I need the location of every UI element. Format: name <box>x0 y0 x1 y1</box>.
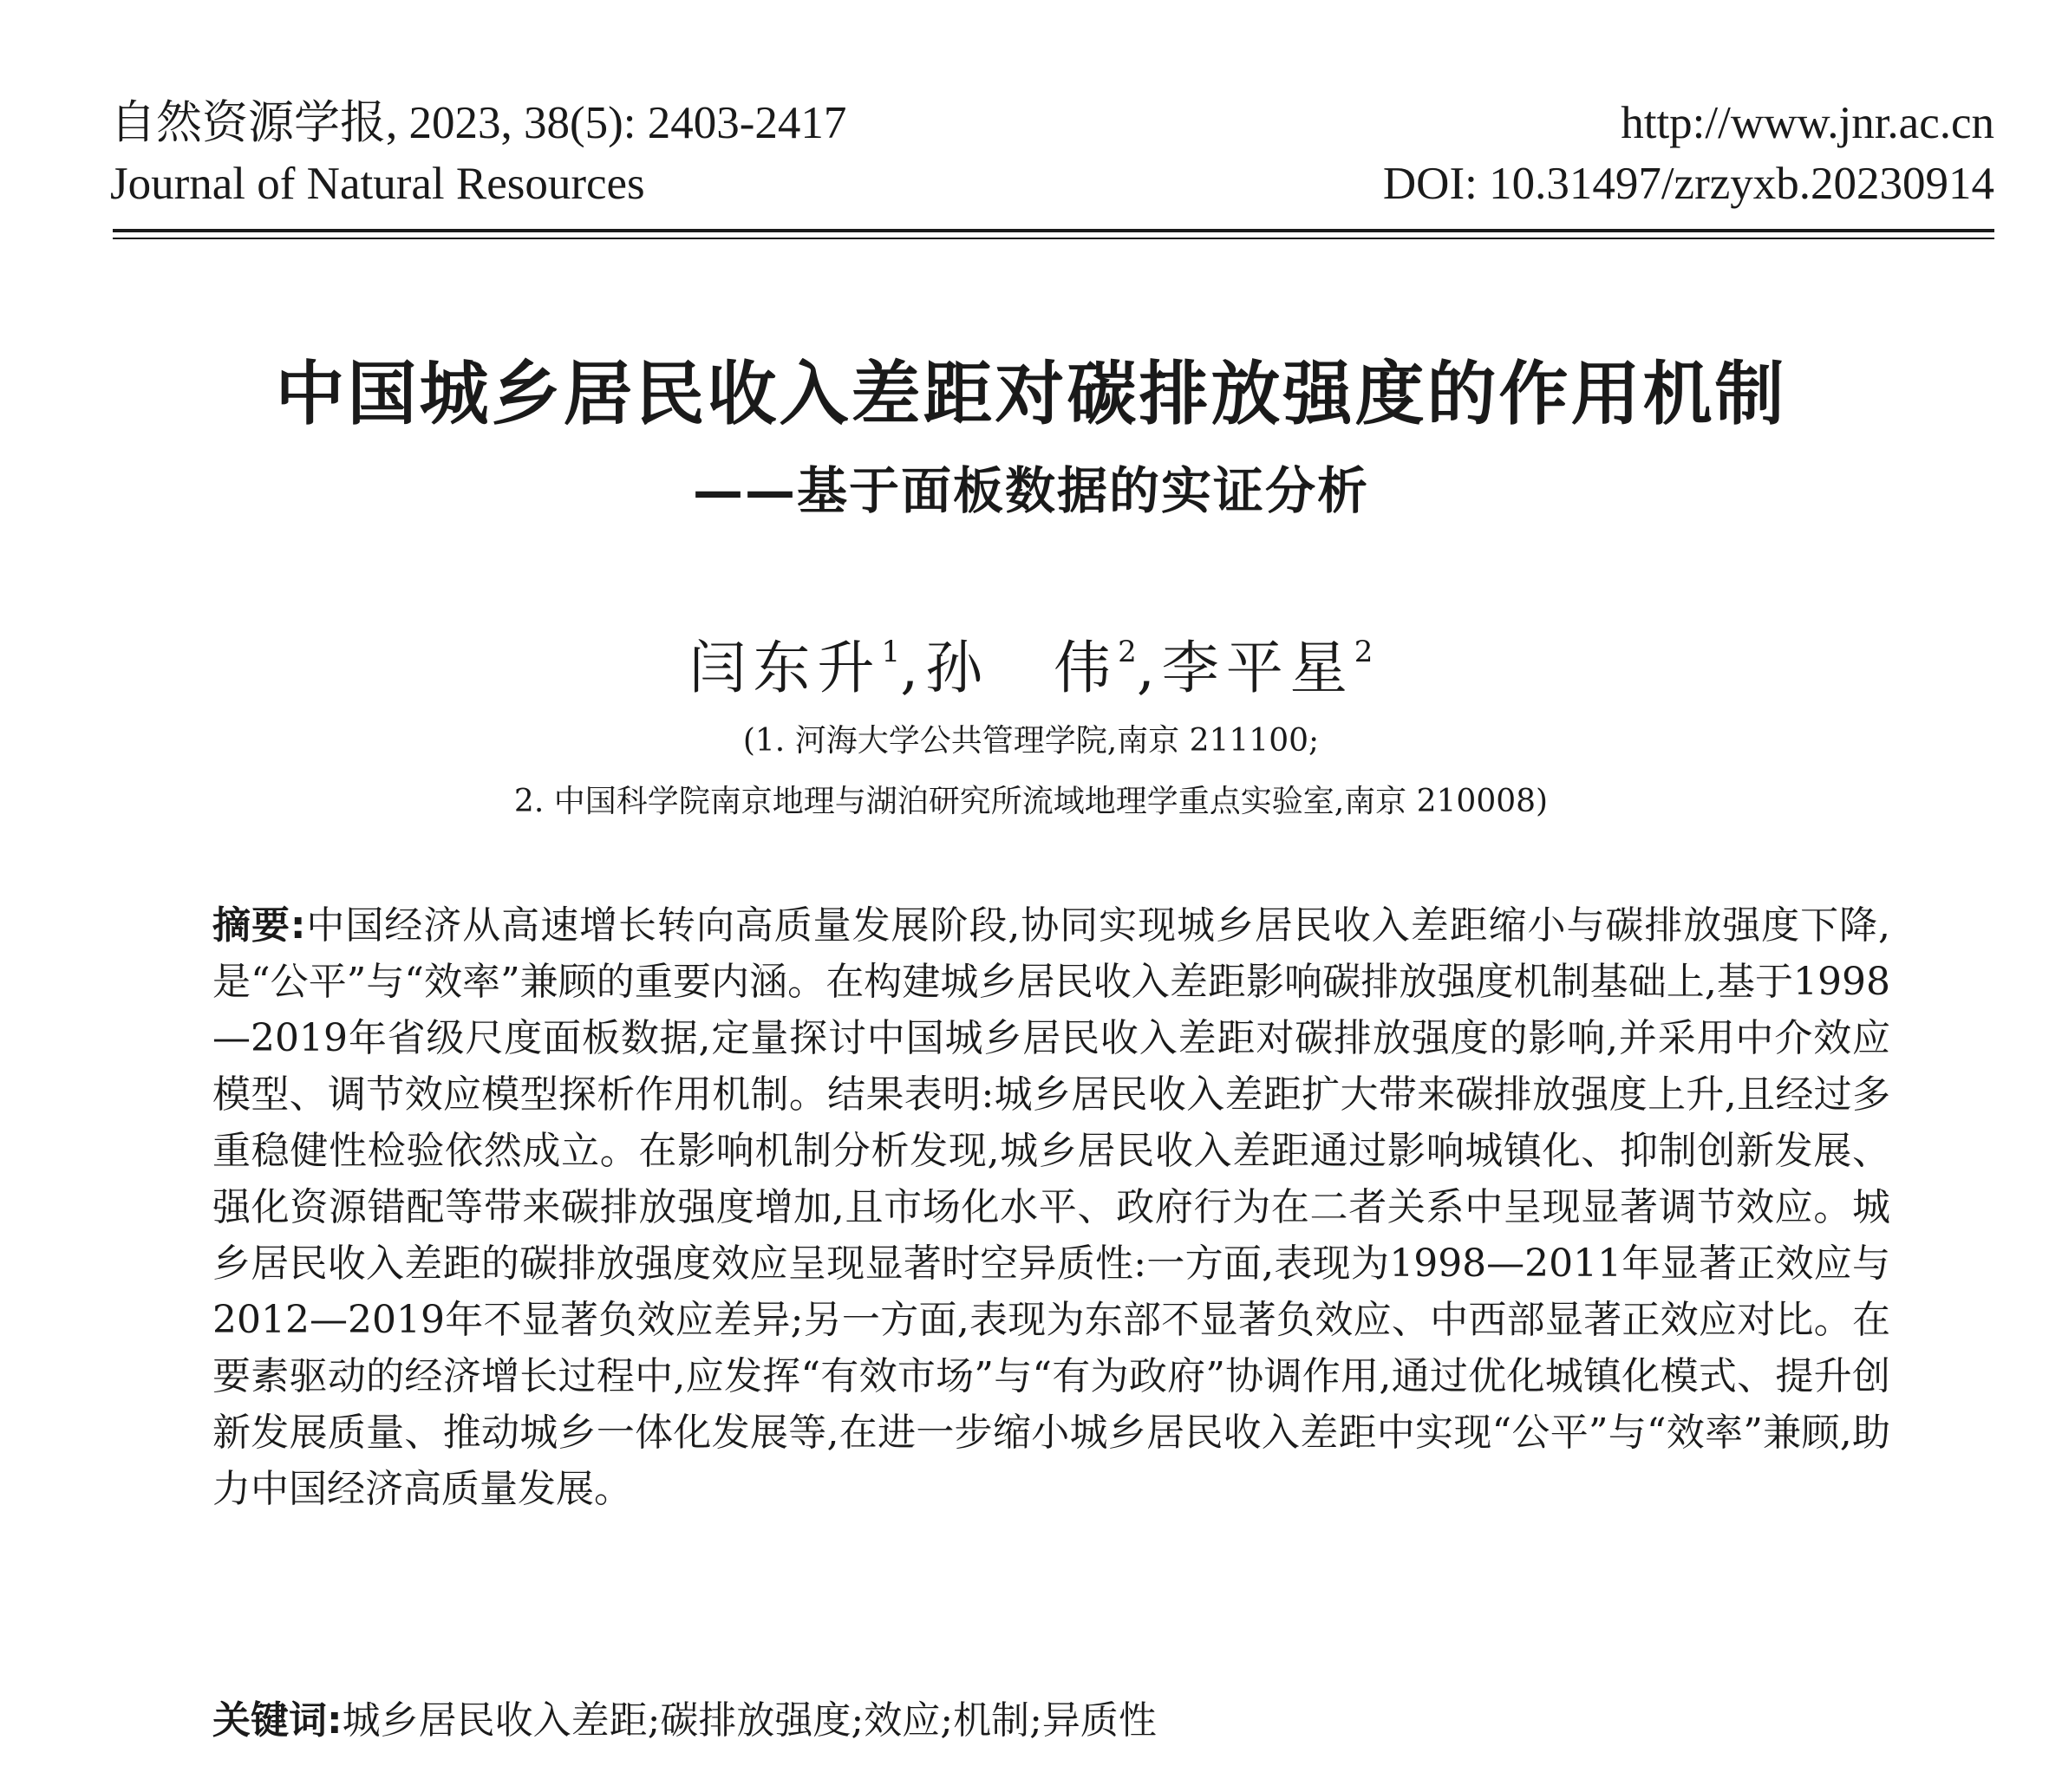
keywords-label: 关键词: <box>212 1698 343 1743</box>
author-affiliation-marker: 1 <box>881 635 901 669</box>
author-separator: , <box>900 635 926 701</box>
abstract-text: 中国经济从高速增长转向高质量发展阶段,协同实现城乡居民收入差距缩小与碳排放强度下降,是“公平”与“效率”兼顾的重要内涵。在构建城乡居民收入差距影响碳排放强度机制基础上,基于1998—2019年省级尺度面板数据,定量探讨中国城乡居民收入差距对碳排放强度的影响,并采用中介效应模型、调节效应模型探析作用机制。结果表明:城乡居民收入差距扩大带来碳排放强度上升,且经过多重稳健性检验依然成立。在影响机制分析发现,城乡居民收入差距通过影响城镇化、抑制创新发展、强化资源错配等带来碳排放强度增加,且市场化水平、政府行为在二者关系中呈现显著调节效应。城乡居民收入差距的碳排放强度效应呈现显著时空异质性:一方面,表现为1998—2011年显著正效应与2012—2019年不显著负效应差异;另一方面,表现为东部不显著负效应、中西部显著正效应对比。在要素驱动的经济增长过程中,应发挥“有效市场”与“有为政府”协调作用,通过优化城镇化模式、提升创新发展质量、推动城乡一体化发展等,在进一步缩小城乡居民收入差距中实现“公平”与“效率”兼顾,助力中国经济高质量发展。 <box>212 903 1890 1511</box>
author-name: 孙 伟 <box>925 635 1119 701</box>
affiliation-2: 2. 中国科学院南京地理与湖泊研究所流域地理学重点实验室,南京 210008) <box>513 784 1549 819</box>
header-rule-thick <box>113 229 1994 232</box>
author-name: 闫东升 <box>688 635 882 701</box>
keywords <box>212 1692 1890 1749</box>
author-separator: , <box>1136 635 1162 701</box>
journal-name-en: Journal of Natural Resources <box>110 159 645 209</box>
article-doi[interactable]: DOI: 10.31497/zrzyxb.20230914 <box>1382 159 1994 209</box>
abstract-label: 摘要: <box>212 903 306 948</box>
abstract <box>212 897 1890 1517</box>
author-affiliation-marker: 2 <box>1354 635 1374 669</box>
header-rule-thin <box>113 238 1994 239</box>
author-name: 李平星 <box>1161 635 1354 701</box>
journal-url[interactable]: http://www.jnr.ac.cn <box>1621 98 1994 148</box>
affiliation-1: (1. 河海大学公共管理学院,南京 211100; <box>742 723 1320 759</box>
paper-subtitle: ——基于面板数据的实证分析 <box>692 461 1369 520</box>
keywords-text: 城乡居民收入差距;碳排放强度;效应;机制;异质性 <box>342 1698 1157 1743</box>
journal-citation-cn: 自然资源学报, 2023, 38(5): 2403-2417 <box>110 98 847 148</box>
author-affiliation-marker: 2 <box>1118 635 1137 669</box>
journal-header <box>110 87 1994 225</box>
author-list <box>87 616 1975 705</box>
paper-title: 中国城乡居民收入差距对碳排放强度的作用机制 <box>275 354 1787 434</box>
